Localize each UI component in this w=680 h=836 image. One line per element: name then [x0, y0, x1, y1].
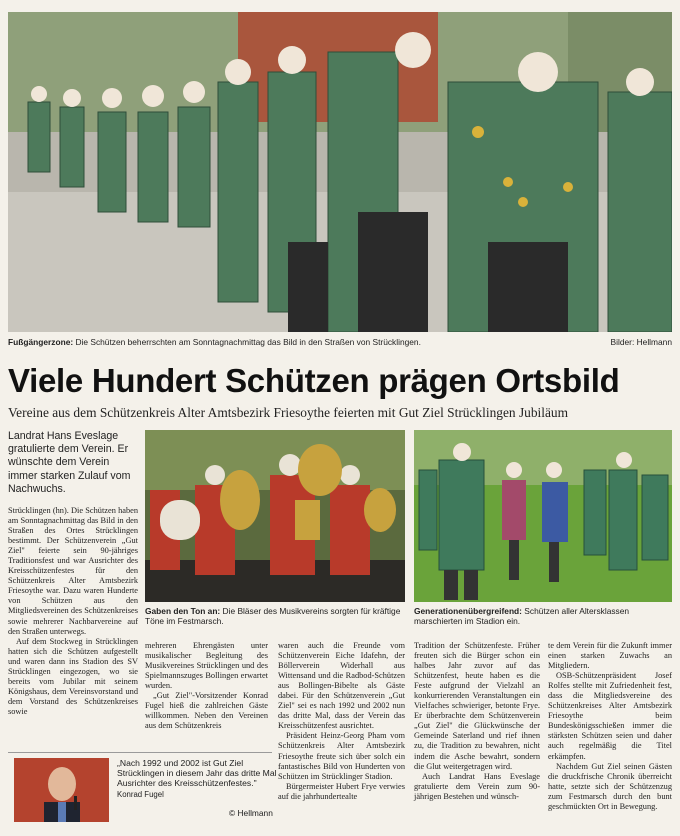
caption-text: Die Schützen beherrschten am Sonntagnachmittag das Bild in den Straßen von Strücklingen. [75, 337, 421, 347]
paragraph: OSB-Schützenpräsident Josef Rolfes stellte mit Zufriedenheit fest, dass die Mitgliedsvereine des Schützenkreises Alter Amtsbezirk Friesoythe beim Bundeskönigsschießen immer die stärksten Schützen seien und daher auch regelmäßig die Titel erkämpfen. [548, 671, 672, 761]
teaser: Landrat Hans Eveslage gratulierte dem Verein. Er wünschte dem Verein immer starken Zulauf vom Nachwuchs. [8, 430, 131, 495]
caption-label: Fußgängerzone: [8, 337, 74, 347]
paragraph: Bürgermeister Hubert Frye verwies auf die jahrhundertealte [278, 781, 405, 801]
band-caption-text: Die Bläser des Musikvereins sorgten für kräftige Töne im Festmarsch. [145, 606, 401, 626]
quote-author: Konrad Fugel [117, 789, 164, 799]
paragraph: Strücklingen (hn). Die Schützen haben am Sonntagnachmittag das Bild in den Straßen des Ortes Strücklingen bestimmt. Der Schützenverein „Gut Ziel" feierte sein 90-jähriges Traditionsfest und war Ausrichter des Kreisschützenfestes für den Schützenkreis Alter Amtsbezirk Friesoythe war. Dazu waren Hunderte von Schützen aus den Mitgliedsvereinen des Schützenkreises sowie mehrerer Nachbarvereine auf den Straßen unterwegs. [8, 506, 138, 636]
photo-credit: Bilder: Hellmann [610, 337, 672, 347]
main-photo-caption [8, 337, 568, 347]
paragraph: Tradition der Schützenfeste. Früher freuten sich die Bürger schon ein halbes Jahr zuvor auf das Schützenfest, heute haben es die Feste aufgrund der Vielzahl an konkurrierenden Veranstaltungen ein Vielfaches schwieriger, betonte Frye. Er überbrachte dem Schützenverein „Gut Ziel" die Glückwünsche der Gemeinde Saterland und rief ihnen zu, die Tradition zu bewahren, nicht indem die Asche bewahrt, sondern die Glut weitergetragen wird. [414, 641, 540, 771]
paragraph: Präsident Heinz-Georg Pham vom Schützenkreis Alter Amtsbezirk Friesoythe freute sich über solch ein fantastisches Bild von Hunderten von Schützen im Strücklinger Stadion. [278, 731, 405, 781]
pull-quote [117, 758, 287, 800]
band-photo [145, 430, 405, 602]
generations-caption-label: Generationenübergreifend: [414, 606, 522, 616]
article-column-5 [548, 641, 672, 812]
generations-photo [414, 430, 672, 602]
paragraph: te dem Verein für die Zukunft immer einen starken Zuwachs an Mitgliedern. [548, 641, 672, 671]
paragraph: Auf dem Stockweg in Strücklingen hatten sich die Schützen aufgestellt und waren dann ins Stadion des SV Strücklingen eingezogen, wo sie bereits vom Jubilar mit seinem Königshaus, dem Vereinsvorstand und dem Vorstand des Schützenkreises sowie [8, 636, 138, 716]
article-column-2 [145, 641, 268, 731]
band-photo-caption [145, 606, 407, 626]
paragraph: „Gut Ziel"-Vorsitzender Konrad Fugel hieß die zahlreichen Gäste willkommen. Neben den Vereinen aus dem Schützenkreis [145, 691, 268, 731]
portrait-credit: © Hellmann [229, 808, 273, 818]
quote-text: „Nach 1992 und 2002 ist Gut Ziel Strücklingen in diesem Jahr das dritte Mal Ausrichter des Kreisschützenfestes." [117, 758, 277, 789]
paragraph: waren auch die Freunde vom Schützenverein Eiche Idafehn, der Böllerverein Widerhall aus Wittensand und die Radbod-Schützen aus Bollingen-Bibelte als Gäste dabei. Für den Schützenverein „Gut Ziel" sei es nach 1992 und 2002 nun das dritte Mal, dass der Verein das Kreisschützenfest ausrichtet. [278, 641, 405, 731]
generations-caption-text: Schützen aller Altersklassen marschierten im Stadion ein. [414, 606, 630, 626]
band-caption-label: Gaben den Ton an: [145, 606, 221, 616]
article-column-3 [278, 641, 405, 802]
paragraph: Nachdem Gut Ziel seinen Gästen die druckfrische Chronik überreicht hatte, setzte sich der Schützenzug zum Festmarsch durch den bunt geschmückten Ort in Bewegung. [548, 761, 672, 811]
quote-divider [8, 752, 272, 753]
paragraph: Auch Landrat Hans Eveslage gratulierte dem Verein zum 90-jährigen Bestehen und wünsch- [414, 771, 540, 801]
headline: Viele Hundert Schützen prägen Ortsbild [8, 362, 620, 399]
generations-photo-caption [414, 606, 672, 626]
paragraph: mehreren Ehrengästen unter musikalischer Begleitung des Musikvereines Strücklingen und des Spielmannszuges Bollingen erwartet wurden. [145, 641, 268, 691]
portrait-photo [14, 758, 109, 822]
article-column-1 [8, 506, 138, 717]
main-photo [8, 12, 672, 332]
subheadline: Vereine aus dem Schützenkreis Alter Amtsbezirk Friesoythe feierten mit Gut Ziel Strücklingen Jubiläum [8, 405, 569, 420]
article-column-4 [414, 641, 540, 802]
